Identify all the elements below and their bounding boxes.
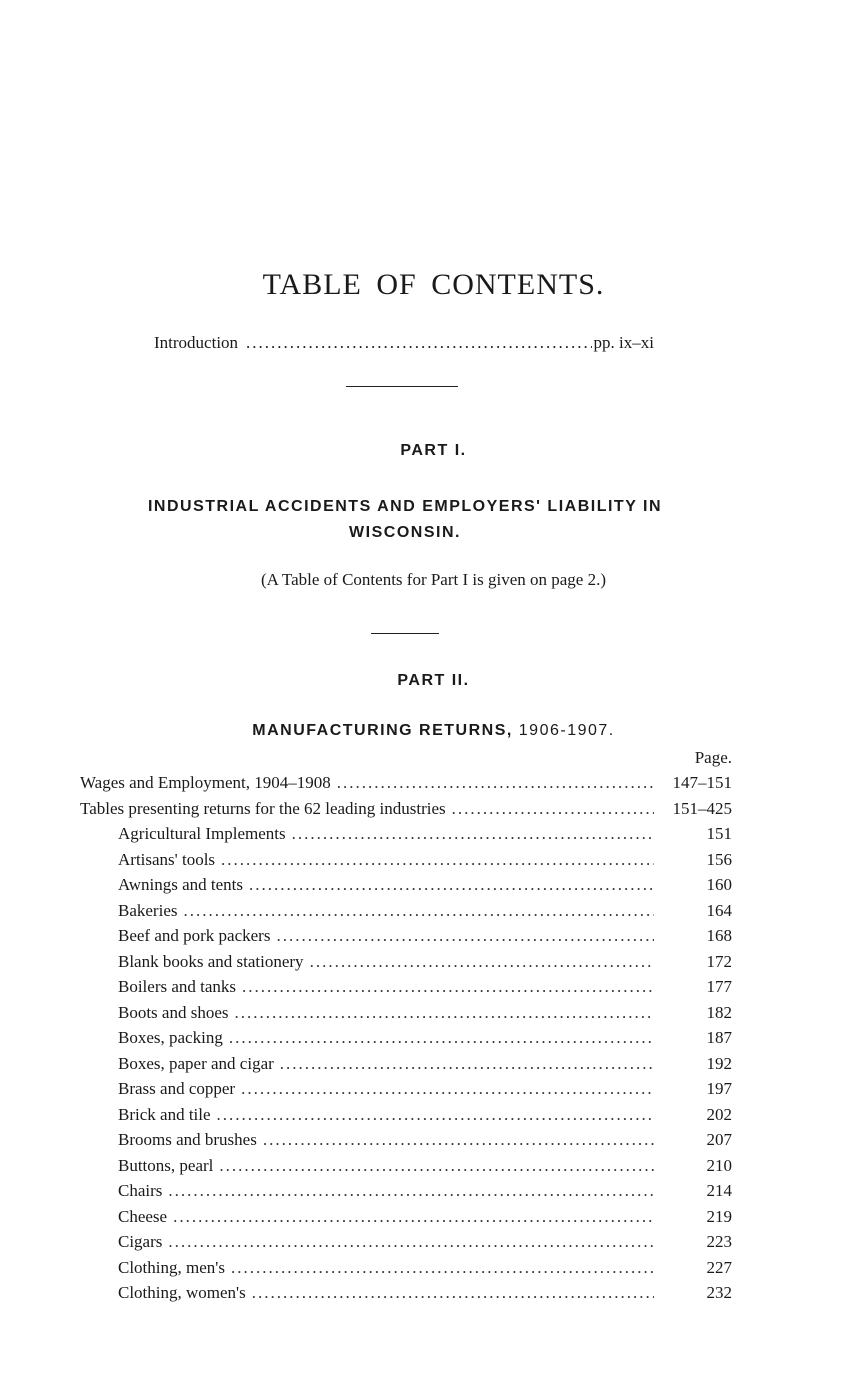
toc-entry-label: Brass and copper (118, 1079, 236, 1098)
leader-dots (173, 1207, 654, 1227)
leader-dots (229, 1028, 654, 1048)
toc-entry (80, 1130, 732, 1156)
toc-entry-label: Chairs (118, 1181, 163, 1200)
leader-dots (263, 1130, 654, 1150)
introduction-pages: pp. ix–xi (593, 333, 654, 352)
leader-dots (235, 1003, 655, 1023)
toc-entry-label: Buttons, pearl (118, 1155, 214, 1175)
leader-dots (292, 824, 654, 844)
toc-entry (80, 850, 732, 876)
leader-dots (252, 1283, 654, 1303)
toc-entry-page: 187 (706, 1028, 732, 1047)
toc-entry-page: 151 (706, 824, 732, 843)
toc-entry-page: 172 (706, 951, 732, 971)
toc-entry (80, 799, 732, 825)
toc-entry (80, 1207, 732, 1233)
leader-dots (276, 926, 654, 946)
toc-entry-label: Clothing, men's (118, 1257, 225, 1277)
leader-dots (183, 901, 654, 921)
toc-entry-page: 223 (706, 1232, 732, 1251)
toc-entry (80, 1054, 732, 1080)
toc-entry-page: 210 (706, 1155, 732, 1175)
part-2-label: PART II. (397, 672, 470, 689)
toc-entry-label: Cigars (118, 1232, 163, 1251)
leader-dots (249, 875, 654, 895)
section-divider (371, 633, 439, 634)
toc-entry (80, 901, 732, 927)
page-title: TABLE OF CONTENTS. (262, 268, 605, 301)
part-1-heading-line-1: INDUSTRIAL ACCIDENTS AND EMPLOYERS' LIABILITY IN (147, 498, 663, 515)
leader-dots (310, 952, 654, 972)
toc-entry-label: Artisans' tools (118, 849, 216, 869)
leader-dots (280, 1054, 654, 1074)
toc-list (80, 773, 732, 1309)
toc-entry-page: 192 (706, 1053, 732, 1073)
toc-entry-page: 219 (706, 1206, 732, 1226)
toc-entry-page: 151–425 (672, 798, 732, 818)
toc-entry-label: Brooms and brushes (118, 1130, 257, 1149)
toc-entry-label: Wages and Employment, 1904–1908 (80, 773, 331, 792)
toc-entry-label: Boxes, paper and cigar (118, 1053, 274, 1073)
toc-entry (80, 926, 732, 952)
toc-entry-label: Blank books and stationery (118, 951, 304, 971)
leader-dots (231, 1258, 654, 1278)
toc-entry-page: 197 (706, 1079, 732, 1098)
toc-entry-page: 164 (706, 900, 732, 920)
introduction-entry (154, 333, 654, 353)
leader-dots (217, 1105, 654, 1125)
leader-dots (246, 333, 592, 353)
leader-dots (337, 773, 654, 793)
part-1-heading-line-2: WISCONSIN. (349, 524, 461, 541)
toc-entry (80, 1028, 732, 1054)
toc-entry-page: 168 (706, 926, 732, 945)
toc-entry (80, 1283, 732, 1309)
toc-entry-label: Brick and tile (118, 1104, 211, 1124)
section-divider (346, 386, 458, 387)
toc-entry (80, 1258, 732, 1284)
toc-entry-page: 160 (706, 875, 732, 894)
toc-entry (80, 1079, 732, 1105)
toc-entry (80, 773, 732, 799)
toc-entry (80, 1003, 732, 1029)
toc-entry (80, 875, 732, 901)
part-1-note: (A Table of Contents for Part I is given on page 2.) (260, 570, 607, 589)
part-2-heading-years: 1906-1907. (518, 722, 615, 739)
toc-entry-page: 207 (706, 1130, 732, 1149)
toc-entry-page: 202 (706, 1104, 732, 1124)
toc-entry-label: Boxes, packing (118, 1028, 223, 1047)
leader-dots (168, 1181, 654, 1201)
toc-entry-page: 177 (706, 977, 732, 996)
toc-entry (80, 824, 732, 850)
part-1-heading (100, 494, 710, 546)
leader-dots (452, 799, 654, 819)
leader-dots (219, 1156, 654, 1176)
toc-entry (80, 1105, 732, 1131)
toc-entry (80, 952, 732, 978)
toc-entry-label: Cheese (118, 1206, 168, 1226)
toc-entry-page: 147–151 (672, 773, 732, 792)
part-1-label: PART I. (400, 442, 467, 459)
toc-entry-label: Boilers and tanks (118, 977, 237, 996)
toc-entry-page: 156 (706, 849, 732, 869)
toc-entry-label: Beef and pork packers (118, 926, 271, 945)
page-column-header: Page. (694, 748, 732, 767)
toc-entry-label: Awnings and tents (118, 875, 243, 894)
leader-dots (242, 977, 654, 997)
toc-entry-page: 227 (706, 1257, 732, 1277)
toc-entry-page: 182 (706, 1002, 732, 1022)
part-2-heading-text: MANUFACTURING RETURNS, (252, 722, 513, 739)
leader-dots (221, 850, 654, 870)
leader-dots (241, 1079, 654, 1099)
toc-entry-label: Boots and shoes (118, 1002, 229, 1022)
toc-entry-label: Tables presenting returns for the 62 leading industries (80, 798, 446, 818)
toc-entry (80, 1156, 732, 1182)
part-2-heading (0, 722, 867, 740)
toc-entry-label: Clothing, women's (118, 1283, 246, 1302)
leader-dots (168, 1232, 654, 1252)
introduction-label: Introduction (154, 333, 239, 352)
toc-entry (80, 1232, 732, 1258)
toc-entry-label: Agricultural Implements (118, 824, 286, 843)
toc-entry-label: Bakeries (118, 900, 178, 920)
toc-entry (80, 977, 732, 1003)
toc-entry-page: 214 (706, 1181, 732, 1200)
toc-entry-page: 232 (706, 1283, 732, 1302)
toc-entry (80, 1181, 732, 1207)
